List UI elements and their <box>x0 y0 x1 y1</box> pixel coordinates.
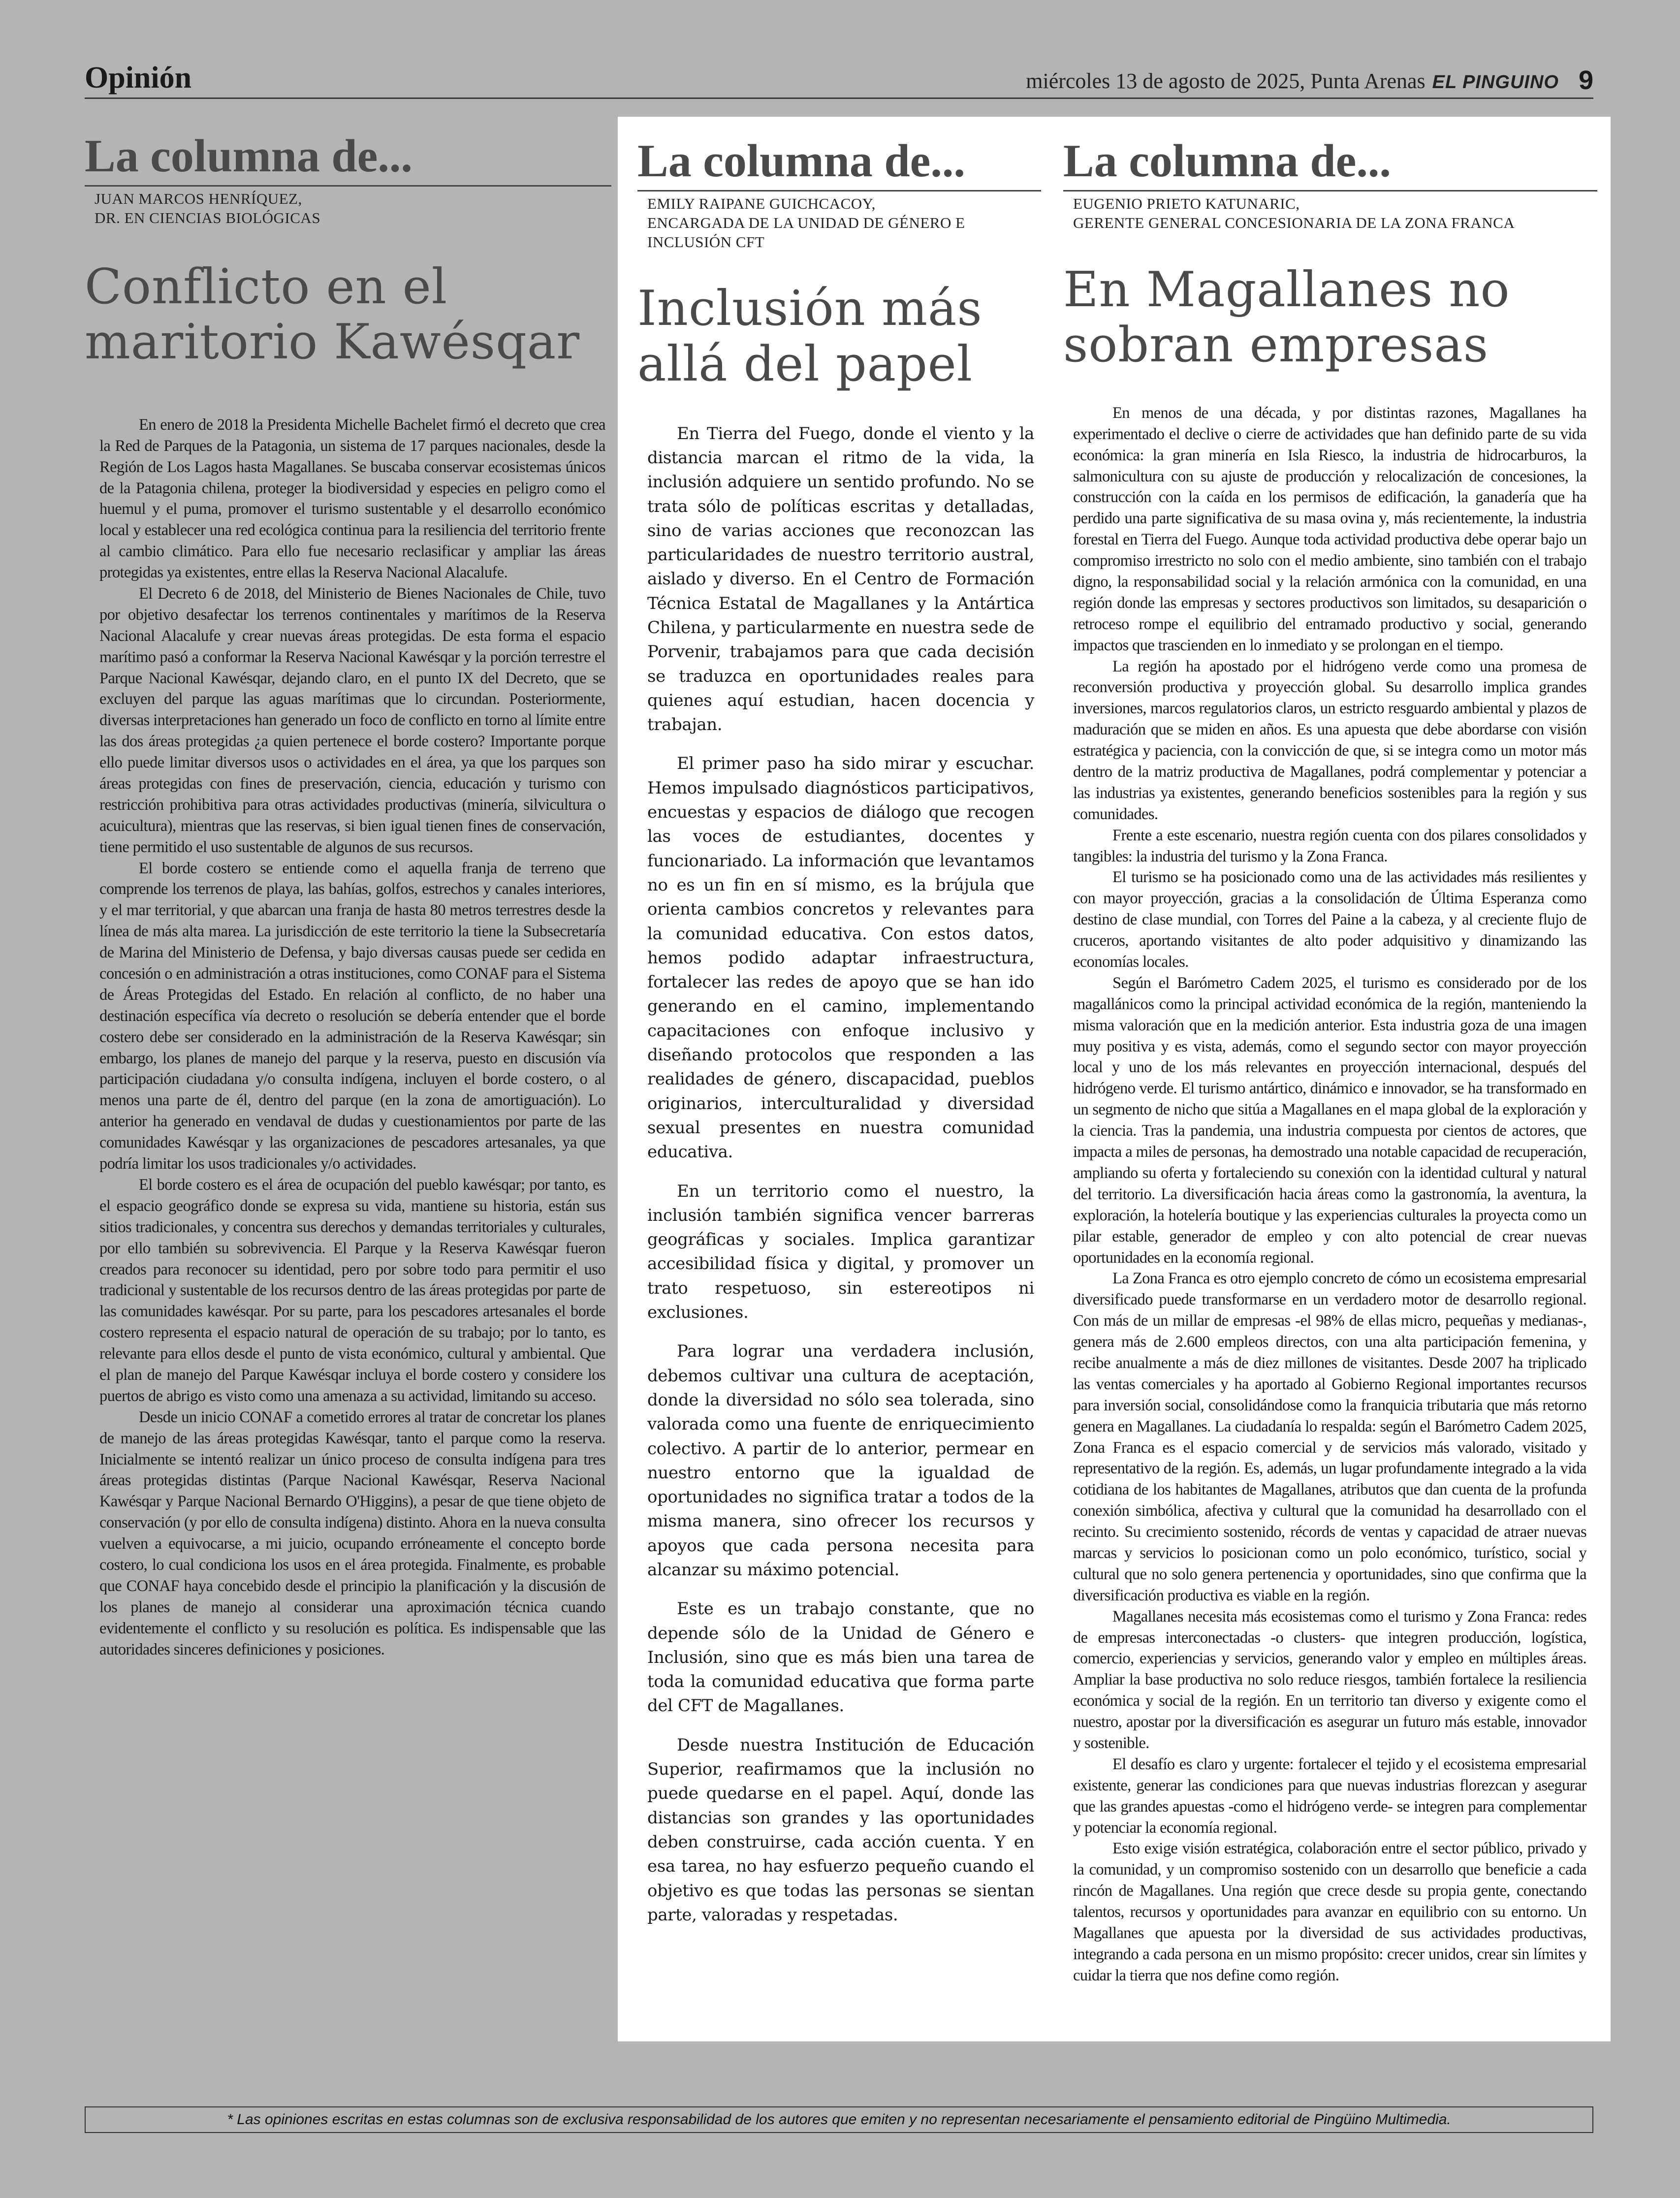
paragraph: Desde nuestra Institución de Educación Superior, reafirmamos que la inclusión no puede quedarse en el papel. Aquí, donde las distancias son grandes y las oportunidades deben construirse, cada acción cuenta. Y en esa tarea, no hay esfuerzo pequeño cuando el objetivo es que todas las personas se sientan parte, valoradas y respetadas. <box>647 1735 1034 1925</box>
dateline <box>1026 68 1559 94</box>
paragraph: El Decreto 6 de 2018, del Ministerio de Bienes Nacionales de Chile, tuvo por objetivo desafectar los terrenos continentales y marítimos de la Reserva Nacional Alacalufe y crear nuevas áreas protegidas. De esta forma el espacio marítimo pasó a conformar la Reserva Nacional Kawésqar y la porción terrestre el Parque Nacional Kawésqar, dejando claro, en el punto IX del Decreto, que se excluyen del parque las aguas marítimas que lo circundan. Posteriormente, diversas interpretaciones han generado un foco de conflicto en torno al límite entre las dos áreas protegidas ¿a quien pertenece el borde costero? Importante porque ello puede limitar diversos usos o actividades en el área, ya que los parques son áreas protegidas con fines de preservación, ciencia, educación y turismo con restricción prohibitiva para otras actividades productivas (minería, silvicultura o acuicultura), mientras que las reservas, si bien igual tienen fines de conservación, tiene permitido el uso sustentable de algunos de sus recursos. <box>99 585 605 856</box>
divider <box>1063 190 1597 191</box>
paragraph: El desafío es claro y urgente: fortalecer el tejido y el ecosistema empresarial existente, generar las condiciones para que nuevas industrias florezcan y asegurar que las grandes apuestas -como el hidrógeno verde- se integren para complementar y potenciar la economía regional. <box>1073 1755 1586 1837</box>
paragraph: En Tierra del Fuego, donde el viento y la distancia marcan el ritmo de la vida, la inclusión adquiere un sentido profundo. No se trata sólo de políticas escritas y detalladas, sino de varias acciones que reconozcan las particularidades de nuestro territorio austral, aislado y diverso. En el Centro de Formación Técnica Estatal de Magallanes y la Antártica Chilena, y particularmente en nuestra sede de Porvenir, trabajamos para que cada decisión se traduzca en oportunidades reales para quienes aquí estudian, hacen docencia y trabajan. <box>647 423 1034 735</box>
article-body <box>85 414 611 1660</box>
paragraph: Desde un inicio CONAF a cometido errores al tratar de concretar los planes de manejo de las áreas protegidas Kawésqar, tanto el parque como la reserva. Inicialmente se intentó realizar un único proceso de consulta indígena para tres áreas protegidas distintas (Parque Nacional Kawésqar, Reserva Nacional Kawésqar y Parque Nacional Bernardo O'Higgins), a pesar de que tiene objeto de conservación (y por ello de consulta indígena) distinto. Ahora en la nueva consulta vuelven a equivocarse, a mi juicio, ocupando erróneamente el concepto borde costero, lo cual condiciona los usos en el área protegida. Finalmente, es probable que CONAF haya concebido desde el principio la planificación y la discusión de los planes de manejo al considerar una aproximación técnica cuando evidentemente el conflicto y su resolución es política. Es indispensable que las autoridades sinceres definiciones y posiciones. <box>99 1408 605 1658</box>
divider <box>85 185 611 187</box>
paragraph: La región ha apostado por el hidrógeno verde como una promesa de reconversión productiva y proyección global. Su desarrollo implica grandes inversiones, marcos regulatorios claros, un estricto resguardo ambiental y plazos de maduración que se miden en años. Es una apuesta que debe abordarse con visión estratégica y paciencia, con la convicción de que, si se integra como un motor más dentro de la matriz productiva de Magallanes, podrá complementar y potenciar a las industrias ya existentes, generando beneficios sostenibles para la región y sus comunidades. <box>1073 657 1586 823</box>
paragraph: El borde costero se entiende como el aquella franja de terreno que comprende los terrenos de playa, las bahías, golfos, estrechos y canales interiores, y el mar territorial, y que abarcan una franja de hasta 80 metros terrestres desde la línea de más alta marea. La jurisdicción de este territorio la tiene la Subsecretaría de Marina del Ministerio de Defensa, y bajo diversas causas puede ser cedida en concesión o en administración a otras instituciones, como CONAF para el Sistema de Áreas Protegidas del Estado. En relación al conflicto, de no haber una destinación específica vía decreto o resolución se debería entender que el borde costero debe ser considerado en la administración de la Reserva Kawésqar; sin embargo, los planes de manejo del parque y la reserva, puesto en discusión vía participación ciudadana y/o consulta indígena, incluyen el borde costero, o al menos una parte de él, dentro del parque (en la zona de amortiguación). Lo anterior ha generado en vendaval de dudas y cuestionamientos por parte de las comunidades Kawésqar y las organizaciones de pescadores artesanales, ya que podría limitar los usos tradicionales y/o actividades. <box>99 859 605 1173</box>
paragraph: El borde costero es el área de ocupación del pueblo kawésqar; por tanto, es el espacio geográfico donde se expresa su vida, mantiene su historia, están sus sitios tradicionales, y concentra sus derechos y demandas territoriales y culturales, por ello también su sobrevivencia. El Parque y la Reserva Kawésqar fueron creados para reconocer su identidad, pero por sobre todo para permitir el uso tradicional y sustentable de los recursos dentro de las áreas protegidas por parte de las comunidades kawésqar. Por su parte, para los pescadores artesanales el borde costero representa el espacio natural de operación de su trabajo; por lo tanto, es relevante para ellos desde el punto de vista económico, cultural y ambiental. Que el plan de manejo del Parque Kawésqar incluya el borde costero y considere los puertos de abrigo es visto como una amenaza a su actividad, limitando su acceso. <box>99 1176 605 1405</box>
column-raipane <box>637 135 1041 1942</box>
author-role: DR. EN CIENCIAS BIOLÓGICAS <box>95 209 321 226</box>
article-title: En Magallanes no sobran empresas <box>1063 261 1510 374</box>
column-prieto <box>1063 135 1597 1986</box>
paragraph: Frente a este escenario, nuestra región cuenta con dos pilares consolidados y tangibles: la industria del turismo y la Zona Franca. <box>1073 826 1586 865</box>
column-henriquez <box>85 130 611 1660</box>
paragraph: En un territorio como el nuestro, la inclusión también significa vencer barreras geográficas y sociales. Implica garantizar accesibilidad física y digital, y promover un trato respetuoso, sin estereotipos ni exclusiones. <box>647 1181 1034 1323</box>
paragraph: Esto exige visión estratégica, colaboración entre el sector público, privado y la comunidad, y un compromiso sostenido con un desarrollo que beneficie a cada rincón de Magallanes. Una región que crece desde su propia gente, conectando talentos, recursos y oportunidades para avanzar en equilibrio con su entorno. Un Magallanes que apuesta por la diversidad de sus actividades productivas, integrando a cada persona en un mismo propósito: crecer unidos, crear sin límites y cuidar la tierra que nos define como región. <box>1073 1840 1586 1984</box>
author-name: EMILY RAIPANE GUICHCACOY, <box>647 195 876 212</box>
article-title: Inclusión más allá del papel <box>637 281 983 392</box>
divider <box>637 190 1041 191</box>
section-name: Opinión <box>85 61 192 95</box>
newspaper-brand: EL PINGUINO <box>1432 72 1559 93</box>
paragraph: Magallanes necesita más ecosistemas como el turismo y Zona Franca: redes de empresas interconectadas -o clusters- que integren producción, logística, comercio, experiencias y servicios, generando valor y empleo en múltiples áreas. Ampliar la base productiva no solo reduce riesgos, también fortalece la resiliencia económica y social de la región. En un territorio tan diverso y exigente como el nuestro, apostar por la diversificación es asegurar un futuro más estable, innovador y sostenible. <box>1073 1607 1586 1752</box>
column-kicker: La columna de... <box>85 130 412 182</box>
column-kicker: La columna de... <box>1063 135 1391 187</box>
article-body <box>637 422 1041 1928</box>
paragraph: En menos de una década, y por distintas razones, Magallanes ha experimentado el declive o cierre de actividades que han definido parte de su vida económica: la gran minería en Isla Riesco, la industria de hidrocarburos, la salmonicultura con su ajuste de producción y relocalización de concesiones, la construcción con la caída en los permisos de edificación, la ganadería que ha perdido una parte significativa de su masa ovina y, más recientemente, la industria forestal en Tierra del Fuego. Aunque toda actividad productiva debe operar bajo un compromiso irrestricto no solo con el medio ambiente, sino también con el trabajo digno, la responsabilidad social y la relación armónica con la comunidad, en una región donde las empresas y sectores productivos son limitados, su desaparición o retroceso rompe el equilibrio del entramado productivo y social, generando impactos que trascienden en lo inmediato y se prolongan en el tiempo. <box>1073 404 1586 654</box>
paragraph: El primer paso ha sido mirar y escuchar. Hemos impulsado diagnósticos participativos, encuestas y espacios de diálogo que recogen las voces de estudiantes, docentes y funcionariado. La información que levantamos no es un fin en sí mismo, es la brújula que orienta cambios concretos y relevantes para la comunidad educativa. Con estos datos, hemos podido adaptar infraestructura, fortalecer las redes de apoyo que se han ido generando en el camino, implementando capacitaciones con enfoque inclusivo y diseñando protocolos que responden a las realidades de género, discapacidad, pueblos originarios, interculturalidad y diversidad sexual presentes en nuestra comunidad educativa. <box>647 754 1034 1162</box>
date-city: miércoles 13 de agosto de 2025, Punta Arenas <box>1026 69 1426 93</box>
paragraph: En enero de 2018 la Presidenta Michelle Bachelet firmó el decreto que crea la Red de Parques de la Patagonia, un sistema de 17 parques nacionales, desde la Región de Los Lagos hasta Magallanes. Se buscaba conservar ecosistemas únicos de la Patagonia chilena, proteger la biodiversidad y especies en peligro como el huemul y el puma, promover el turismo sustentable y el desarrollo económico local y establecer una red ecológica continua para la resiliencia del territorio frente al cambio climático. Para ello fue necesario reclasificar y ampliar las áreas protegidas ya existentes, entre ellas la Reserva Nacional Alacalufe. <box>99 415 605 582</box>
author-role: GERENTE GENERAL CONCESIONARIA DE LA ZONA FRANCA <box>1073 214 1515 231</box>
paragraph: Este es un trabajo constante, que no depende sólo de la Unidad de Género e Inclusión, sino que es más bien una tarea de toda la comunidad educativa que forma parte del CFT de Magallanes. <box>647 1599 1034 1716</box>
paragraph: Para lograr una verdadera inclusión, debemos cultivar una cultura de aceptación, donde la diversidad no sólo sea tolerada, sino valorada como una fuente de enriquecimiento colectivo. A partir de lo anterior, permear en nuestro entorno que la igualdad de oportunidades no significa tratar a todos de la misma manera, sino ofrecer los recursos y apoyos que cada persona necesita para alcanzar su máximo potencial. <box>647 1341 1034 1580</box>
article-title: Conflicto en el maritorio Kawésqar <box>85 258 580 371</box>
author-name: EUGENIO PRIETO KATUNARIC, <box>1073 195 1300 212</box>
paragraph: La Zona Franca es otro ejemplo concreto de cómo un ecosistema empresarial diversificado puede transformarse en un verdadero motor de desarrollo regional. Con más de un millar de empresas -el 98% de ellas micro, pequeñas y medianas-, genera más de 2.600 empleos directos, con una alta participación femenina, y recibe anualmente a más de diez millones de visitantes. Desde 2007 ha triplicado las ventas comerciales y ha aportado al Gobierno Regional importantes recursos para inversión social, consolidándose como la franquicia tributaria que más retorno genera en Magallanes. La ciudadanía lo respalda: según el Barómetro Cadem 2025, Zona Franca es el espacio comercial y de servicios más valorado, visitado y representativo de la región. Es, además, un lugar profundamente integrado a la vida cotidiana de los habitantes de Magallanes, atributos que dan cuenta de la profunda conexión simbólica, afectiva y cultural que la comunidad ha desarrollado con el recinto. Su crecimiento sostenido, récords de ventas y capacidad de atraer nuevas marcas y servicios lo posicionan como un polo económico, turístico, social y cultural que no solo genera pertenencia y oportunidades, sino que confirma que la diversificación productiva es viable en la región. <box>1073 1270 1586 1604</box>
paragraph: Según el Barómetro Cadem 2025, el turismo es considerado por de los magallánicos como la principal actividad económica de la región, manteniendo la misma valoración que en la medición anterior. Esta industria goza de una imagen muy positiva y es vista, además, como el segundo sector con mayor proyección local y uno de los más relevantes en proyección internacional, después del hidrógeno verde. El turismo antártico, dinámico e innovador, se ha transformado en un segmento de nicho que sitúa a Magallanes en el mapa global de la exploración y la ciencia. Tras la pandemia, una industria compuesta por cientos de actores, que impacta a miles de personas, ha demostrado una notable capacidad de recuperación, ampliando su oferta y fortaleciendo su conexión con la identidad cultural y natural del territorio. La diversificación hacia áreas como la gastronomía, la aventura, la exploración, la hotelería boutique y las experiencias culturales la proyecta como un pilar estable, generador de empleo y con alto potencial de crear nuevas oportunidades en la economía regional. <box>1073 974 1586 1267</box>
disclaimer-box <box>85 2106 1593 2133</box>
column-kicker: La columna de... <box>637 135 965 187</box>
page-header <box>85 62 1593 99</box>
author-role: ENCARGADA DE LA UNIDAD DE GÉNERO E INCLUSIÓN CFT <box>647 214 965 251</box>
disclaimer-text: * Las opiniones escritas en estas columnas son de exclusiva responsabilidad de los autores que emiten y no representan necesariamente el pensamiento editorial de Pingüino Multimedia. <box>227 2111 1451 2128</box>
author-name: JUAN MARCOS HENRÍQUEZ, <box>95 190 302 207</box>
page-number: 9 <box>1578 65 1593 95</box>
paragraph: El turismo se ha posicionado como una de las actividades más resilientes y con mayor proyección, gracias a la consolidación de Última Esperanza como destino de clase mundial, con Torres del Paine a la cabeza, y al creciente flujo de cruceros, aportando visitantes de alto poder adquisitivo y dinamizando las economías locales. <box>1073 868 1586 971</box>
article-body <box>1063 403 1597 1986</box>
